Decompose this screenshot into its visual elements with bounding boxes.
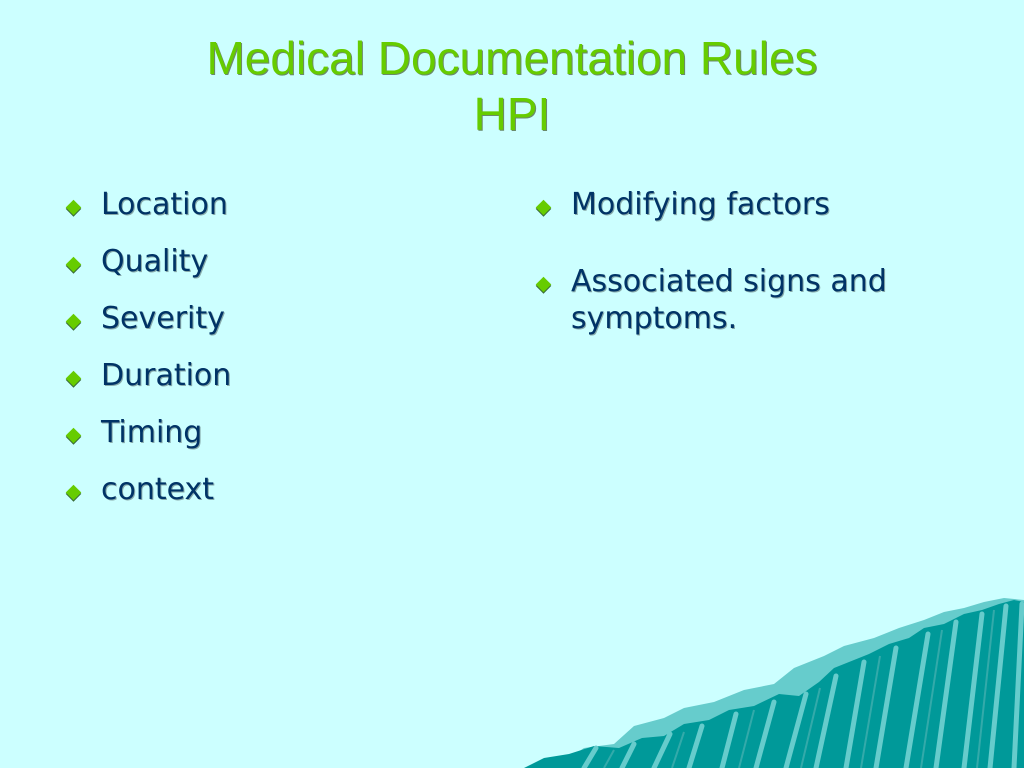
diamond-bullet-icon bbox=[66, 485, 82, 501]
bullet-associated-signs bbox=[532, 263, 952, 337]
diamond-bullet-icon bbox=[536, 277, 552, 293]
bullet-text: Timing bbox=[101, 415, 203, 450]
bullet-text: context bbox=[101, 472, 215, 507]
bullet-text: Location bbox=[101, 187, 228, 222]
diamond-bullet-icon bbox=[66, 257, 82, 273]
diamond-bullet-icon bbox=[66, 428, 82, 444]
bullet-text: Associated signs and symptoms. bbox=[571, 264, 887, 336]
bullet-text: Modifying factors bbox=[571, 187, 830, 222]
bullet-context bbox=[62, 471, 462, 528]
diamond-bullet-icon bbox=[536, 200, 552, 216]
left-bullet-list bbox=[62, 186, 462, 528]
diamond-bullet-icon bbox=[66, 371, 82, 387]
title-line-1: Medical Documentation Rules bbox=[206, 32, 818, 84]
bullet-modifying-factors bbox=[532, 186, 952, 223]
diamond-bullet-icon bbox=[66, 314, 82, 330]
bullet-quality bbox=[62, 243, 462, 300]
bullet-severity bbox=[62, 300, 462, 357]
bullet-duration bbox=[62, 357, 462, 414]
diamond-bullet-icon bbox=[66, 200, 82, 216]
slide-title bbox=[0, 30, 1024, 142]
mountain-range-graphic bbox=[524, 598, 1024, 768]
bullet-timing bbox=[62, 414, 462, 471]
bullet-text: Quality bbox=[101, 244, 209, 279]
bullet-text: Duration bbox=[101, 358, 232, 393]
bullet-text: Severity bbox=[101, 301, 225, 336]
right-bullet-list bbox=[532, 186, 952, 337]
bullet-location bbox=[62, 186, 462, 243]
title-line-2: HPI bbox=[473, 88, 551, 140]
